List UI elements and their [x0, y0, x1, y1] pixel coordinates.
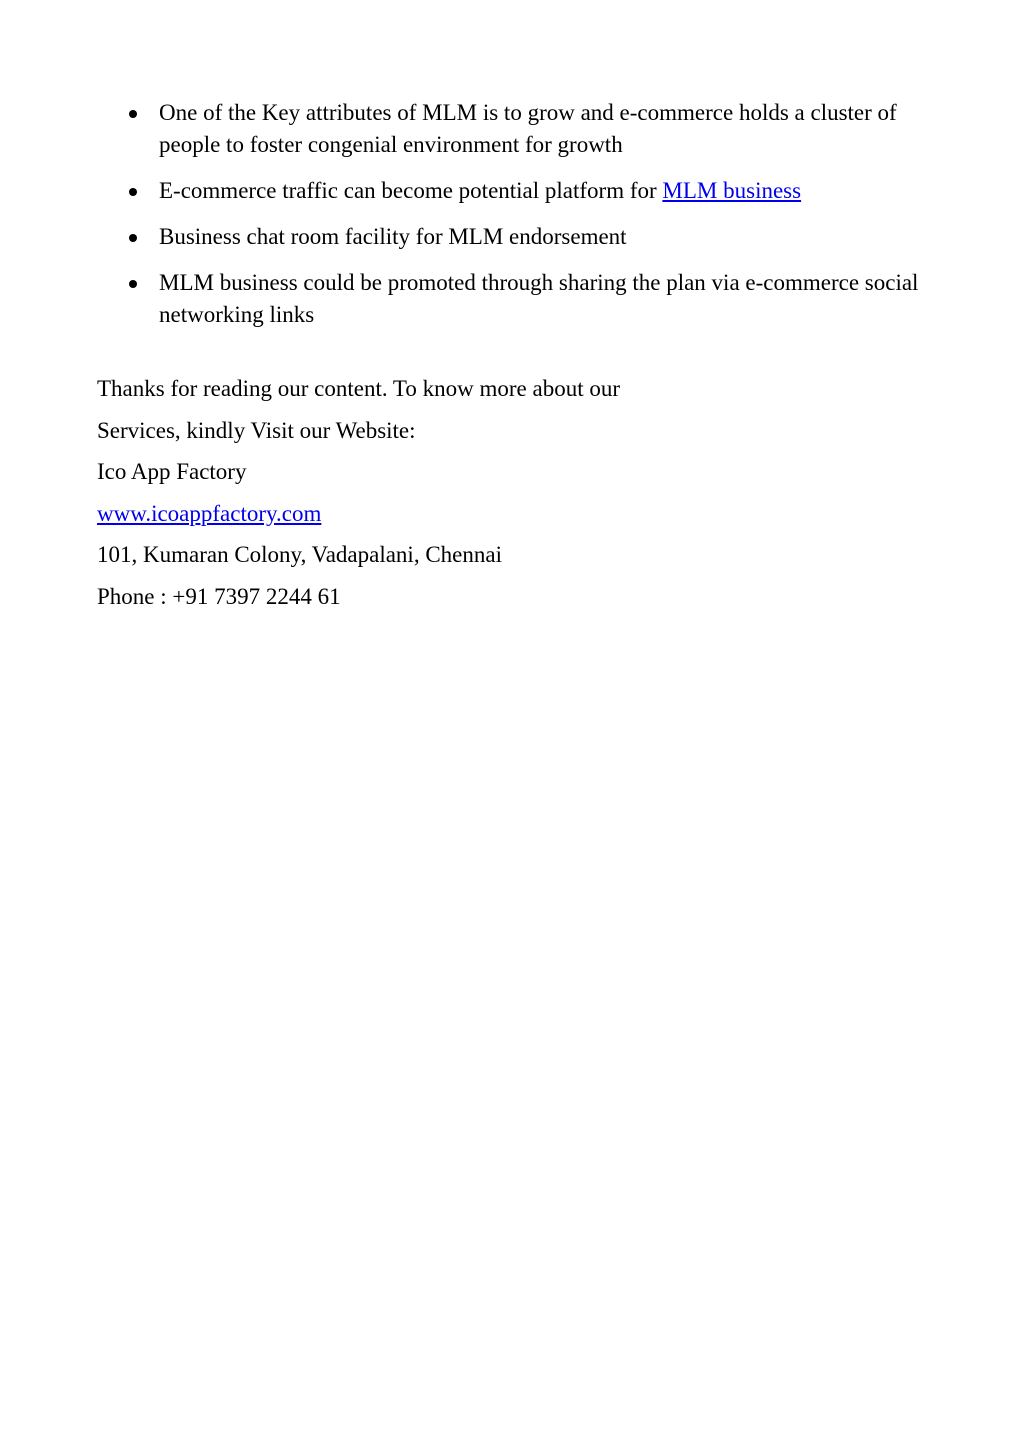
bullet-icon — [129, 110, 137, 118]
bullet-icon — [129, 280, 137, 288]
list-item-text: One of the Key attributes of MLM is to grow and e-commerce holds a cluster of people to foster congenial environment for growth — [159, 100, 897, 157]
list-item — [97, 97, 927, 161]
closing-section — [97, 373, 927, 623]
list-item — [97, 175, 927, 207]
company-name: Ico App Factory — [97, 459, 247, 485]
mlm-benefits-list — [97, 97, 927, 345]
mlm-business-link[interactable]: MLM business — [662, 178, 802, 203]
list-item-text: E-commerce traffic can become potential platform for — [159, 178, 663, 203]
list-item — [97, 267, 927, 331]
bullet-icon — [129, 234, 137, 242]
list-item-text: MLM business could be promoted through sharing the plan via e-commerce social networking links — [159, 270, 919, 327]
phone-line: Phone : +91 7397 2244 61 — [97, 583, 341, 609]
address-line: 101, Kumaran Colony, Vadapalani, Chennai — [97, 542, 502, 568]
list-item-text: Business chat room facility for MLM endorsement — [159, 224, 627, 249]
list-item — [97, 221, 927, 253]
website-link[interactable]: www.icoappfactory.com — [97, 500, 322, 526]
services-line: Services, kindly Visit our Website: — [97, 417, 416, 443]
website-line — [97, 498, 927, 540]
bullet-icon — [129, 188, 137, 196]
thanks-line: Thanks for reading our content. To know more about our — [97, 376, 621, 401]
